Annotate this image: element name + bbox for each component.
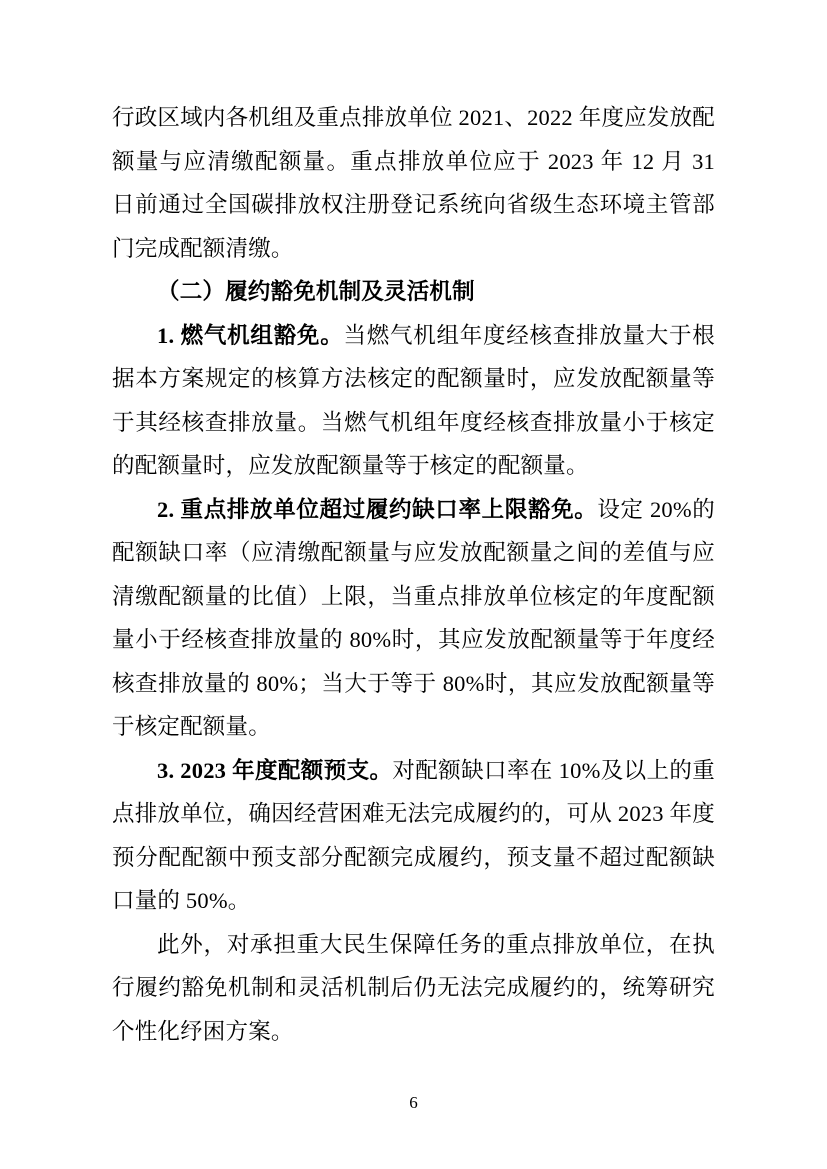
paragraph-text-3: 对配额缺口率在 10%及以上的重点排放单位，确因经营困难无法完成履约的，可从 2023 年度预分配配额中预支部分配额完成履约，预支量不超过配额缺口量的 50%。 — [112, 757, 715, 913]
paragraph-lead-2: 2. 重点排放单位超过履约缺口率上限豁免。 — [157, 496, 598, 522]
page-number: 6 — [409, 1093, 418, 1112]
paragraph-intro: 行政区域内各机组及重点排放单位 2021、2022 年度应发放配额量与应清缴配额量。重点排放单位应于 2023 年 12 月 31 日前通过全国碳排放权注册登记系统向省级生态环境主管部门完成配额清缴。 — [112, 105, 715, 261]
document-body — [112, 96, 715, 1053]
paragraph-gas-unit-exemption — [112, 314, 715, 488]
paragraph-text-2: 设定 20%的配额缺口率（应清缴配额量与应发放配额量之间的差值与应清缴配额量的比值）上限，当重点排放单位核定的年度配额量小于经核查排放量的 80%时，其应发放配额量等于年度经核查排放量的 80%；当大于等于 80%时，其应发放配额量等于核定配额量。 — [112, 496, 715, 739]
section-heading-exemption: （二）履约豁免机制及灵活机制 — [157, 279, 475, 304]
paragraph-additional-note: 此外，对承担重大民生保障任务的重点排放单位，在执行履约豁免机制和灵活机制后仍无法完成履约的，统筹研究个性化纾困方案。 — [112, 931, 715, 1044]
paragraph-allowance-advance — [112, 749, 715, 923]
paragraph-lead-3: 3. 2023 年度配额预支。 — [157, 757, 393, 783]
paragraph-gap-rate-exemption — [112, 488, 715, 749]
paragraph-text-1: 当燃气机组年度经核查排放量大于根据本方案规定的核算方法核定的配额量时，应发放配额量等于其经核查排放量。当燃气机组年度经核查排放量小于核定的配额量时，应发放配额量等于核定的配额量。 — [112, 322, 715, 478]
paragraph-lead-1: 1. 燃气机组豁免。 — [157, 322, 344, 348]
